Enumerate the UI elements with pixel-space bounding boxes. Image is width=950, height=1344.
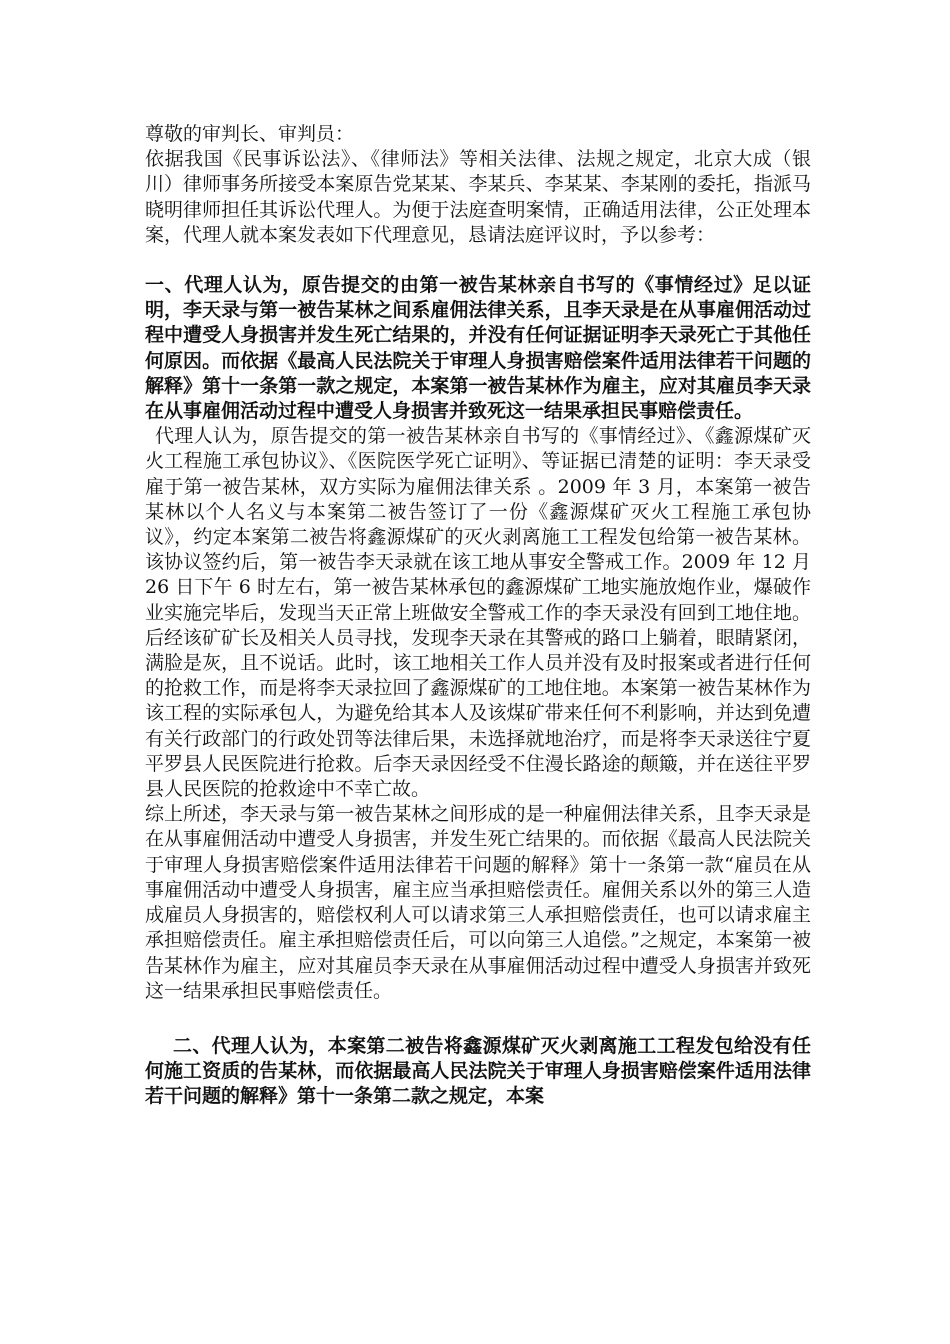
point-one-heading: 一、代理人认为，原告提交的由第一被告某林亲自书写的《事情经过》足以证明，李天录与第一被告某林之间系雇佣法律关系，且李天录是在从事雇佣活动过程中遭受人身损害并发生死亡结果的，并没有任何证据证明李天录死亡于其他任何原因。而依据《最高人民法院关于审理人身损害赔偿案件适用法律若干问题的解释》第十一条第一款之规定，本案第一被告某林作为雇主，应对其雇员李天录在从事雇佣活动过程中遭受人身损害并致死这一结果承担民事赔偿责任。 [145,274,811,423]
paragraph-spacer [145,1004,811,1034]
point-two-heading: 二、代理人认为，本案第二被告将鑫源煤矿灭火剥离施工工程发包给没有任何施工资质的告某林，而依据最高人民法院关于审理人身损害赔偿案件适用法律若干问题的解释》第十一条第二款之规定，本案 [145,1034,811,1108]
paragraph-spacer [145,248,811,273]
summary-paragraph: 综上所述，李天录与第一被告某林之间形成的是一种雇佣法律关系，且李天录是在从事雇佣活动中遭受人身损害，并发生死亡结果的。而依据《最高人民法院关于审理人身损害赔偿案件适用法律若干问题的解释》第十一条第一款“雇员在从事雇佣活动中遭受人身损害，雇主应当承担赔偿责任。雇佣关系以外的第三人造成雇员人身损害的，赔偿权利人可以请求第三人承担赔偿责任，也可以请求雇主承担赔偿责任。雇主承担赔偿责任后，可以向第三人追偿。”之规定，本案第一被告某林作为雇主，应对其雇员李天录在从事雇佣活动过程中遭受人身损害并致死这一结果承担民事赔偿责任。 [145,803,811,1002]
salutation: 尊敬的审判长、审判员： [145,123,355,145]
point-one-body: 代理人认为，原告提交的第一被告某林亲自书写的《事情经过》、《鑫源煤矿灭火工程施工承包协议》、《医院医学死亡证明》、等证据已清楚的证明：李天录受雇于第一被告某林，双方实际为雇佣法律关系 。2009 年 3 月，本案第一被告某林以个人名义与本案第二被告签订了一份《鑫源煤矿灭火工程施工承包协议》，约定本案第二被告将鑫源煤矿的灭火剥离施工工程发包给第一被告某林。该协议签约后，第一被告李天录就在该工地从事安全警戒工作。2009 年 12 月 26 日下午 6 时左右，第一被告某林承包的鑫源煤矿工地实施放炮作业，爆破作业实施完毕后，发现当天正常上班做安全警戒工作的李天录没有回到工地住地。后经该矿矿长及相关人员寻找，发现李天录在其警戒的路口上躺着，眼睛紧闭，满脸是灰，且不说话。此时，该工地相关工作人员并没有及时报案或者进行任何的抢救工作，而是将李天录拉回了鑫源煤矿的工地住地。本案第一被告某林作为该工程的实际承包人，为避免给其本人及该煤矿带来任何不利影响，并达到免遭有关行政部门的行政处罚等法律后果，未选择就地治疗，而是将李天录送往宁夏平罗县人民医院进行抢救。后李天录因经受不住漫长路途的颠簸，并在送往平罗县人民医院的抢救途中不幸亡故。 [145,425,811,801]
intro-paragraph: 依据我国《民事诉讼法》、《律师法》等相关法律、法规之规定，北京大成（银川）律师事务所接受本案原告党某某、李某兵、李某某、李某刚的委托，指派马晓明律师担任其诉讼代理人。为便于法庭查明案情，正确适用法律，公正处理本案，代理人就本案发表如下代理意见，恳请法庭评议时，予以参考： [145,148,811,246]
document-page [145,122,811,1110]
